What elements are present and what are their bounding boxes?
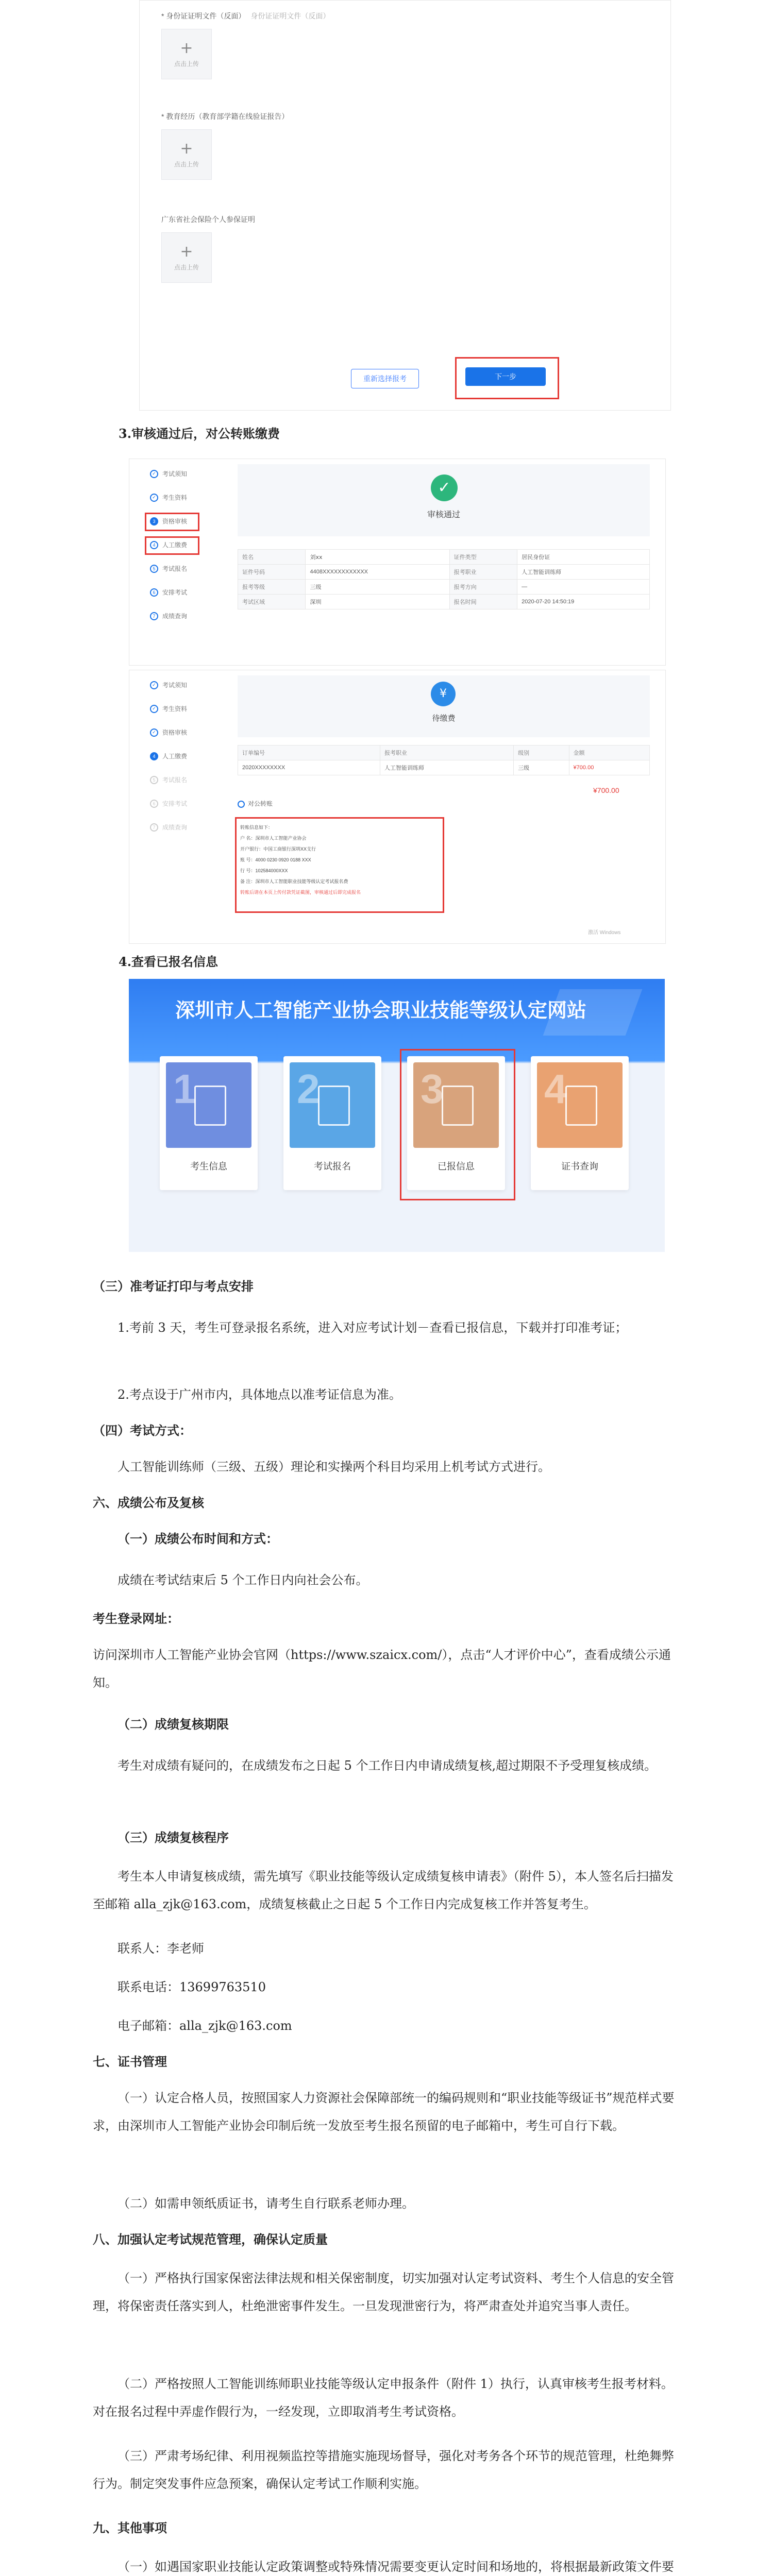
s6-1-p: 成绩在考试结束后 5 个工作日内向社会公布。 [117,1573,368,1587]
review-step-item[interactable] [150,564,187,573]
s8-p1: （一）严格执行国家保密法律法规和相关保密制度，切实加强对认定考试资料、考生个人信息的安全管理，将保密责任落实到人，杜绝泄密事件发生。一旦发现泄密行为，将严肃查处并追究当事人责任。 [93,2271,674,2313]
table-cell: 人工智能训练师 [517,565,650,580]
table-cell: 三级 [514,760,569,775]
transfer-note-line: 转账信息如下： [240,825,273,830]
step-check-icon: 5 [150,565,158,573]
step-label: 人工缴费 [162,753,188,760]
plus-icon: + [180,139,193,158]
table-cell: 报名时间 [449,595,517,609]
tile-label: 考生信息 [190,1161,227,1172]
review-step-item[interactable] [150,493,187,502]
s6-title: 六、成绩公布及复核 [93,1495,204,1510]
review-status-text: 审核通过 [427,511,460,519]
step4-heading-visible: 4.查看已报名信息 [119,954,219,969]
step-label: 安排考试 [162,800,188,807]
contact-person: 联系人：李老师 [117,1941,204,1956]
windows-watermark: 激活 Windows [588,930,621,936]
step-highlight [145,536,199,555]
step-check-icon: ✓ [150,728,158,737]
step-label: 成绩查询 [162,613,188,620]
step3-heading: 3.审核通过后，对公转账缴费 [119,426,280,441]
s9-title: 九、其他事项 [93,2520,167,2535]
step-label: 资格审核 [162,729,188,736]
radio-icon [238,801,245,808]
step-check-icon: 4 [150,752,158,760]
registered-info-highlight [400,1049,515,1200]
table-cell: 2020XXXXXXXX [238,760,380,775]
payment-status-text: 待缴费 [432,714,456,723]
tile-illustration-icon [537,1062,623,1148]
payment-total: ¥700.00 [593,786,619,794]
s9-p1: （一）如遇国家职业技能认定政策调整或特殊情况需要变更认定时间和场地的，将根据最新政策文件要 [117,2560,674,2574]
s8-title: 八、加强认定考试规范管理，确保认定质量 [93,2232,328,2247]
table-row [238,580,650,595]
step-check-icon: 5 [150,776,158,784]
payment-pending-screenshot [129,670,666,944]
column-header: 级别 [514,745,569,760]
tile-illustration-icon [166,1062,251,1148]
review-step-item[interactable] [150,588,187,597]
portal-title: 深圳市人工智能产业协会职业技能等级认定网站 [175,1000,587,1022]
transfer-notes [240,822,436,898]
payment-step-item[interactable] [150,681,187,689]
tile-number: 1 [173,1066,196,1112]
s7-p2: （二）如需申领纸质证书，请考生自行联系老师办理。 [117,2196,414,2211]
step-label: 考试须知 [162,682,188,689]
payment-option-label: 对公转账 [248,800,273,807]
transfer-note-line: 备 注：深圳市人工智能职业技能等级认定考试报名费 [240,879,348,884]
s6-3-p: 考生本人申请复核成绩，需先填写《职业技能等级认定成绩复核申请表》（附件 5），本人签名后扫描发至邮箱 alla_zjk@163.com，成绩复核截止之日起 5 个工作日内完成复核工作并答复考生。 [93,1869,674,1911]
contact-email: 电子邮箱：alla_zjk@163.com [117,2019,292,2033]
table-cell: 报考职业 [449,565,517,580]
table-row [238,595,650,609]
column-header: 金额 [569,745,649,760]
table-row [238,760,650,775]
id-back-hint: 身份证证明文件（反面） [250,12,330,20]
payment-step-item[interactable] [150,799,187,808]
payment-step-item[interactable] [150,752,187,760]
table-cell: 人工智能训练师 [380,760,514,775]
step-check-icon: 6 [150,588,158,597]
table-cell: 证件类型 [449,550,517,565]
tile-number: 4 [544,1066,567,1112]
s4-p1: 人工智能训练师（三级、五级）理论和实操两个科目均采用上机考试方式进行。 [117,1460,550,1474]
payment-step-item[interactable] [150,728,187,737]
table-cell: 刘ⅹⅹ [306,550,449,565]
s7-p1: （一）认定合格人员，按照国家人力资源社会保障部统一的编码规则和“职业技能等级证书”规范样式要求，由深圳市人工智能产业协会印制后统一发放至考生报名预留的电子邮箱中，考生可自行下载。 [93,2091,675,2133]
plus-icon: + [180,39,193,57]
plus-icon: + [180,242,193,261]
step-label: 资格审核 [162,518,188,525]
id-back-label [161,11,330,21]
step-label: 考试报名 [162,565,188,572]
step-check-icon: 7 [150,612,158,620]
portal-tile[interactable] [531,1056,629,1190]
step-check-icon: 3 [150,517,158,526]
s4-title: （四）考试方式： [93,1423,192,1438]
upload-text: 点击上传 [174,60,199,67]
tile-label: 考试报名 [314,1161,351,1172]
upload-form-screenshot [139,0,671,411]
step-highlight [145,513,199,531]
step-label: 考生资料 [162,494,188,501]
payment-order-table [238,745,650,775]
payment-option[interactable] [238,799,273,808]
review-info-table [238,549,650,609]
s8-p3: （三）严肃考场纪律、利用视频监控等措施实施现场督导，强化对考务各个环节的规范管理，杜绝舞弊行为。制定突发事件应急预案，确保认定考试工作顺利实施。 [93,2449,674,2491]
transfer-note-line: 账 号：4000 0230 0920 0188 XXX [240,857,311,862]
table-cell: 4408XXXXXXXXXXXX [306,565,449,580]
transfer-note-line: 开户银行：中国工商银行深圳XX支行 [240,846,316,852]
login-title: 考生登录网址： [93,1611,179,1626]
id-back-label-text: * 身份证证明文件（反面） [161,12,246,20]
step-label: 考生资料 [162,705,188,713]
step-check-icon: 4 [150,541,158,549]
table-cell: 证件号码 [238,565,306,580]
step-label: 人工缴费 [162,541,188,549]
wallet-icon: ¥ [431,682,456,706]
step-label: 成绩查询 [162,824,188,831]
review-step-item[interactable] [150,612,187,620]
upload-text: 点击上传 [174,160,199,168]
table-cell: 居民身份证 [517,550,650,565]
education-label: * 教育经历（教育部学籍在线验证报告） [161,112,289,121]
contact-phone: 联系电话：13699763510 [117,1980,266,1994]
table-cell: 报考方向 [449,580,517,595]
s3-p2: 2.考点设于广州市内，具体地点以准考证信息为准。 [117,1387,401,1402]
table-cell: 三级 [306,580,449,595]
step-label: 安排考试 [162,589,188,596]
transfer-note-line: 行 号：102584000XXX [240,868,288,873]
s6-1-title: （一）成绩公布时间和方式： [117,1531,278,1546]
step-check-icon: ✓ [150,494,158,502]
document-icon [565,1086,597,1126]
tile-label: 已报信息 [438,1161,475,1172]
review-screenshot [129,459,666,666]
step-check-icon: ✓ [150,681,158,689]
portal-tile[interactable] [283,1056,381,1190]
s3-title: （三）准考证打印与考点安排 [93,1279,254,1294]
s7-title: 七、证书管理 [93,2054,167,2069]
table-header-row [238,745,650,760]
portal-tile[interactable] [160,1056,258,1190]
table-cell: — [517,580,650,595]
table-row [238,550,650,565]
table-cell: 报考等级 [238,580,306,595]
upload-text: 点击上传 [174,263,199,271]
s6-2-p: 考生对成绩有疑问的，在成绩发布之日起 5 个工作日内申请成绩复核,超过期限不予受理复核成绩。 [117,1758,657,1773]
social-insurance-label: 广东省社会保险个人参保证明 [161,215,255,224]
document-icon [318,1086,350,1126]
table-cell: 深圳 [306,595,449,609]
step-check-icon: 7 [150,823,158,832]
transfer-note-line: 转账后请在本页上传付款凭证截图，审核通过后即完成报名 [240,890,361,895]
login-p: 访问深圳市人工智能产业协会官网（https://www.szaicx.com/），点击“人才评价中心”，查看成绩公示通知。 [93,1648,671,1690]
step-label: 考试须知 [162,470,188,478]
step-check-icon: ✓ [150,705,158,713]
s6-3-title: （三）成绩复核程序 [117,1830,229,1845]
payment-step-item[interactable] [150,823,187,832]
tile-number: 2 [297,1066,320,1112]
step-check-icon: 6 [150,800,158,808]
tile-illustration-icon [290,1062,375,1148]
check-circle-icon: ✓ [431,474,458,501]
review-step-item[interactable] [150,469,187,478]
upload-education[interactable] [161,129,212,180]
table-cell: 2020-07-20 14:50:19 [517,595,650,609]
next-button[interactable]: 下一步 [465,367,546,386]
s8-p2: （二）严格按照人工智能训练师职业技能等级认定申报条件（附件 1）执行，认真审核考生报考材料。对在报名过程中弄虚作假行为，一经发现，立即取消考生考试资格。 [93,2377,674,2419]
document-icon [194,1086,226,1126]
table-cell: ¥700.00 [569,760,649,775]
table-cell: 姓名 [238,550,306,565]
step-check-icon: ✓ [150,470,158,478]
column-header: 报考职业 [380,745,514,760]
table-row [238,565,650,580]
reselect-button[interactable]: 重新选择报考 [351,369,419,388]
s6-2-title: （二）成绩复核期限 [117,1717,229,1732]
payment-step-item[interactable] [150,775,187,784]
upload-social-insurance[interactable] [161,232,212,283]
s3-p1: 1.考前 3 天，考生可登录报名系统，进入对应考试计划－查看已报信息，下载并打印准考证； [117,1320,628,1335]
payment-step-item[interactable] [150,704,187,713]
portal-screenshot [129,979,665,1252]
column-header: 订单编号 [238,745,380,760]
tile-label: 证书查询 [561,1161,598,1172]
table-cell: 考试区域 [238,595,306,609]
tile-number: 3 [421,1066,444,1112]
transfer-note-line: 户 名：深圳市人工智能产业协会 [240,836,307,841]
upload-id-back[interactable] [161,29,212,79]
step-label: 考试报名 [162,776,188,784]
